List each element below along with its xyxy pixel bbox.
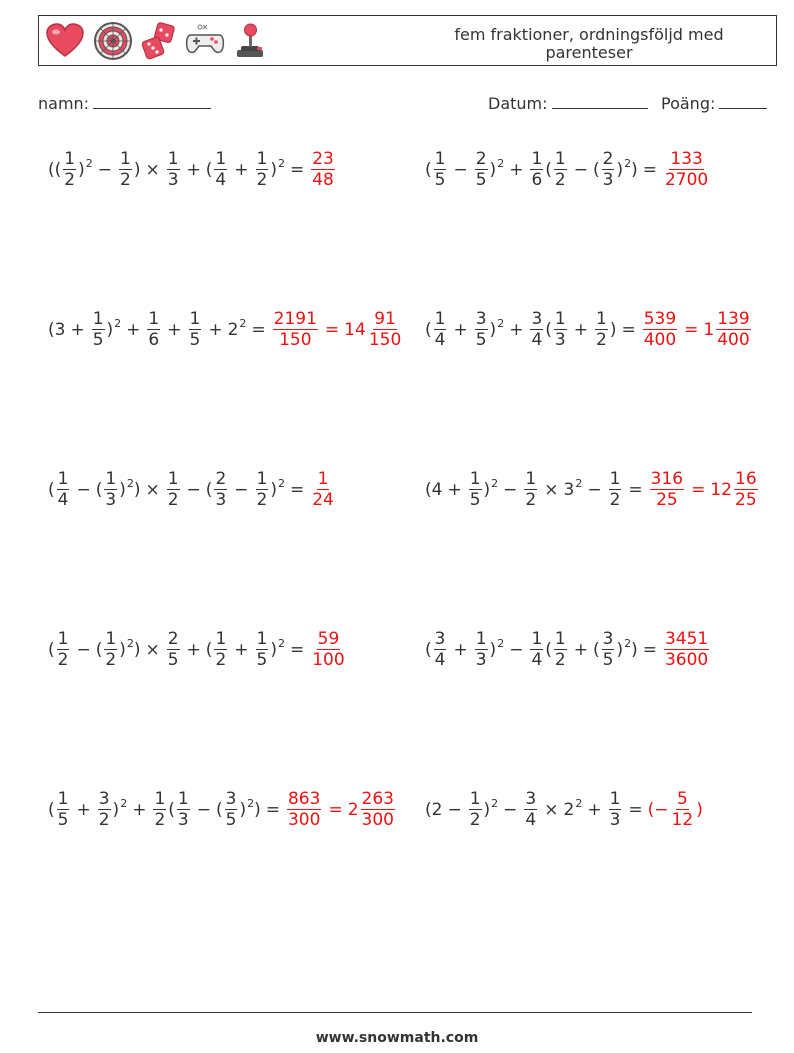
problem-1: (( $\frac{1}{2}$ )$^2$ − $\frac{1}{2}$ ) × $\frac{1}{3}$ + ( $\frac{1}{4}$ + $\frac{1}{2}$ )$^2$ = $\frac{23}{48}$ — [48, 140, 337, 200]
problem-5: ( $\frac{1}{4}$ − ( $\frac{1}{3}$ )$^2$) × $\frac{1}{2}$ − ( $\frac{2}{3}$ − $\frac{1}{2}$ )$^2$ = $\frac{1}{24}$ — [48, 460, 337, 520]
title-line-1: fem fraktioner, ordningsföljd med — [454, 25, 724, 44]
answer: $\frac{23}{48}$ — [312, 149, 334, 190]
dartboard-icon — [93, 21, 133, 61]
name-field — [38, 94, 211, 113]
answer: $\frac{59}{100}$ — [312, 629, 345, 670]
problem-8: ( $\frac{3}{4}$ + $\frac{1}{3}$ )$^2$ − $\frac{1}{4}$ ( $\frac{1}{2}$ + ( $\frac{3}{5}$ )$^2$) = $\frac{3451}{3600}$ — [425, 620, 711, 680]
answer: $\frac{133}{2700}$ — [664, 149, 709, 190]
dice-icon — [141, 22, 177, 60]
answer: $\frac{3451}{3600}$ — [664, 629, 709, 670]
answer: $\frac{539}{400}$ = 1 $\frac{139}{400}$ — [643, 309, 750, 350]
heart-icon — [45, 23, 85, 59]
problem-4: ( $\frac{1}{4}$ + $\frac{3}{5}$ )$^2$ + $\frac{3}{4}$ ( $\frac{1}{3}$ + $\frac{1}{2}$ ) = $\frac{539}{400}$ = 1 $\frac{139}{400}$ — [425, 300, 753, 360]
answer: $\frac{1}{24}$ — [312, 469, 334, 510]
gamepad-icon — [185, 23, 225, 59]
footer-url[interactable]: www.snowmath.com — [315, 1030, 479, 1046]
problem-9: ( $\frac{1}{5}$ + $\frac{3}{2}$ )$^2$ + $\frac{1}{2}$ ( $\frac{1}{3}$ − ( $\frac{3}{5}$ )$^2$) = $\frac{863}{300}$ = 2 $\frac{263}{300}$ — [48, 780, 397, 840]
answer: (− $\frac{5}{12}$ ) — [647, 789, 703, 830]
icon-strip — [45, 21, 269, 61]
answer: $\frac{316}{25}$ = 12 $\frac{16}{25}$ — [650, 469, 757, 510]
joystick-icon — [233, 22, 269, 60]
problem-2: ( $\frac{1}{5}$ − $\frac{2}{5}$ )$^2$ + $\frac{1}{6}$ ( $\frac{1}{2}$ − ( $\frac{2}{3}$ )$^2$) = $\frac{133}{2700}$ — [425, 140, 711, 200]
worksheet-title — [439, 26, 739, 62]
answer: $\frac{2191}{150}$ = 14 $\frac{91}{150}$ — [273, 309, 402, 350]
date-field — [488, 94, 648, 113]
name-label: namn: — [38, 94, 90, 113]
header-box — [38, 15, 777, 66]
answer: $\frac{863}{300}$ = 2 $\frac{263}{300}$ — [287, 789, 394, 830]
problem-7: ( $\frac{1}{2}$ − ( $\frac{1}{2}$ )$^2$) × $\frac{2}{5}$ + ( $\frac{1}{2}$ + $\frac{1}{5}$ )$^2$ = $\frac{59}{100}$ — [48, 620, 348, 680]
score-label: Poäng: — [661, 94, 716, 113]
problem-3: (3 + $\frac{1}{5}$ )$^2$ + $\frac{1}{6}$ + $\frac{1}{5}$ + $2^2$ = $\frac{2191}{150}$ = 14 $\frac{91}{150}$ — [48, 300, 404, 360]
name-line[interactable] — [93, 94, 211, 109]
score-field — [661, 94, 767, 113]
title-line-2: parenteser — [545, 43, 633, 62]
date-line[interactable] — [552, 94, 648, 109]
score-line[interactable] — [719, 94, 767, 109]
problem-6: (4 + $\frac{1}{5}$ )$^2$ − $\frac{1}{2}$ × $3^2$ − $\frac{1}{2}$ = $\frac{316}{25}$ = 12 $\frac{16}{25}$ — [425, 460, 760, 520]
problem-10: (2 − $\frac{1}{2}$ )$^2$ − $\frac{3}{4}$ × $2^2$ + $\frac{1}{3}$ = (− $\frac{5}{12}$ ) — [425, 789, 703, 830]
date-label: Datum: — [488, 94, 548, 113]
footer-divider — [38, 1012, 752, 1013]
